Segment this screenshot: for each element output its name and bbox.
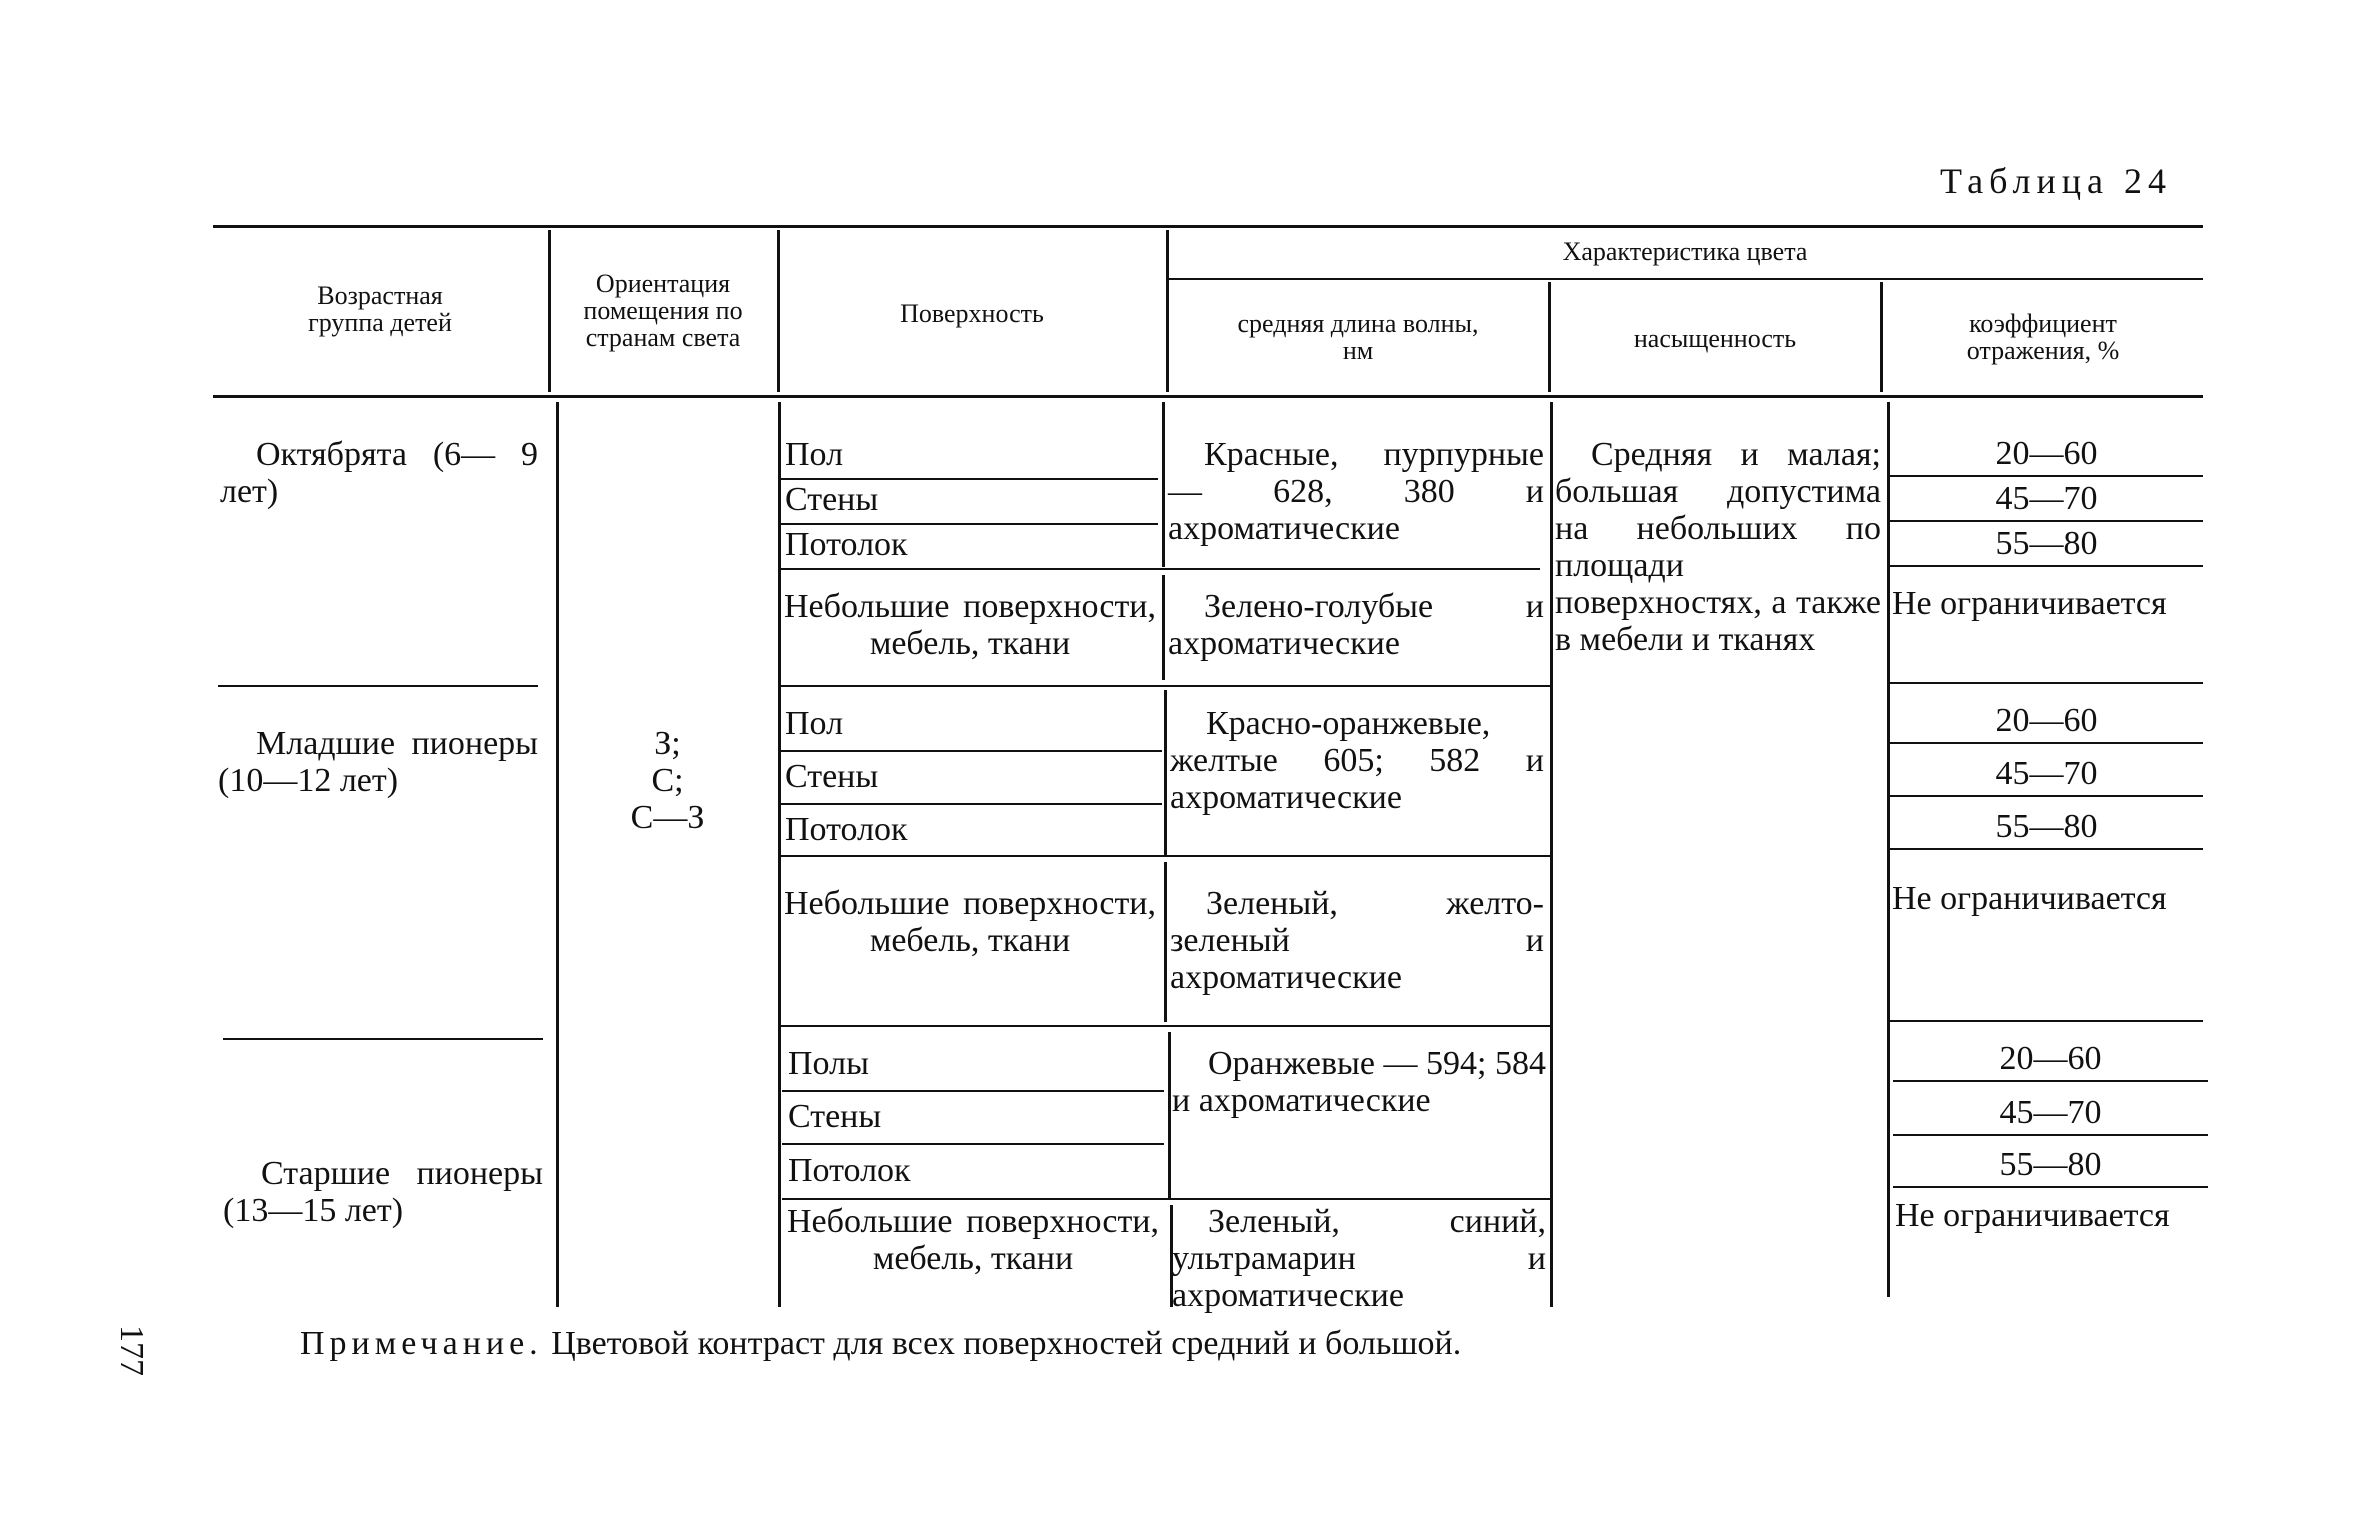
note-text: Цветовой контраст для всех поверхностей средний и большой.: [542, 1325, 1462, 1362]
reflection-cell: 45—70: [1999, 1094, 2102, 1131]
header-divider: [548, 230, 551, 392]
table-caption: Таблица 24: [1940, 161, 2172, 201]
surface-rule: [780, 685, 1550, 687]
surface-cell: Потолок: [785, 811, 908, 848]
reflection-rule: [1890, 475, 2203, 477]
header-sub-rule: [1168, 278, 2203, 280]
age-group-cell: Октябрята (6— 9 лет): [220, 436, 538, 510]
reflection-cell: 45—70: [1995, 480, 2098, 517]
reflection-cell: 55—80: [1999, 1146, 2102, 1183]
column-divider: [556, 402, 559, 1307]
column-divider: [1162, 575, 1165, 680]
surface-cell: Полы: [788, 1045, 869, 1082]
surface-cell: Пол: [785, 705, 844, 742]
surface-cell: Стены: [788, 1098, 882, 1135]
saturation-cell: Средняя и малая; большая допустима на небольших по площади поверхностях, а также в мебели и тканях: [1555, 436, 1881, 658]
note-lead: Примечание.: [300, 1325, 543, 1362]
wavelength-cell: Красные, пурпурные — 628, 380 и ахроматические: [1168, 436, 1544, 547]
column-divider: [1550, 402, 1553, 1307]
surface-rule: [782, 1143, 1164, 1145]
surface-cell: Потолок: [788, 1152, 911, 1189]
wavelength-cell: Красно-оранжевые, желтые 605; 582 и ахроматические: [1170, 705, 1544, 816]
wavelength-cell: Зелено-голубые и ахроматические: [1168, 588, 1544, 662]
header-color-characteristic: Характеристика цвета: [1562, 237, 1808, 266]
surface-cell: Небольшие поверхности, мебель, ткани: [784, 588, 1156, 662]
reflection-cell: Не ограничивается: [1895, 1197, 2170, 1234]
page-number: 177: [113, 1325, 150, 1376]
column-divider: [1164, 862, 1167, 1022]
group-separator: [223, 1038, 543, 1040]
age-group-cell: Старшие пионеры (13—15 лет): [223, 1155, 543, 1229]
reflection-cell: 20—60: [1999, 1040, 2102, 1077]
header-saturation: насыщенность: [1633, 324, 1797, 353]
header-divider: [777, 230, 780, 392]
reflection-rule: [1893, 1134, 2208, 1136]
header-divider: [1166, 230, 1169, 392]
reflection-cell: 45—70: [1995, 755, 2098, 792]
header-bottom-rule: [213, 395, 2203, 398]
surface-cell: Стены: [785, 481, 879, 518]
header-age-group: Возрастная группа детей: [308, 281, 452, 337]
reflection-rule: [1890, 565, 2203, 567]
reflection-cell: 55—80: [1995, 808, 2098, 845]
reflection-rule: [1890, 1020, 2203, 1022]
surface-rule: [782, 1198, 1550, 1200]
header-reflection: коэффициент отражения, %: [1966, 309, 2120, 365]
orientation-cell: З; С; С—З: [630, 725, 705, 836]
header-orientation: Ориентация помещения по странам света: [583, 269, 743, 352]
reflection-rule: [1893, 1080, 2208, 1082]
surface-cell: Стены: [785, 758, 879, 795]
header-wavelength: средняя длина волны, нм: [1237, 309, 1479, 365]
reflection-cell: 20—60: [1995, 702, 2098, 739]
header-divider: [1548, 282, 1551, 392]
surface-rule: [780, 750, 1162, 752]
reflection-rule: [1890, 795, 2203, 797]
reflection-rule: [1890, 520, 2203, 522]
wavelength-cell: Оранжевые — 594; 584 и ахроматические: [1172, 1045, 1546, 1119]
reflection-rule: [1890, 742, 2203, 744]
reflection-cell: Не ограничивается: [1892, 585, 2167, 622]
surface-rule: [780, 803, 1162, 805]
reflection-cell: 20—60: [1995, 435, 2098, 472]
top-rule: [213, 225, 2203, 228]
surface-cell: Пол: [785, 436, 844, 473]
column-divider: [1164, 690, 1167, 855]
surface-rule: [780, 478, 1158, 480]
reflection-rule: [1890, 682, 2203, 684]
surface-rule: [780, 1025, 1550, 1027]
reflection-cell: Не ограничивается: [1892, 880, 2167, 917]
surface-rule: [782, 1090, 1164, 1092]
table-note: [300, 1325, 1461, 1363]
header-surface: Поверхность: [900, 299, 1044, 328]
surface-cell: Потолок: [785, 526, 908, 563]
surface-rule: [780, 568, 1540, 570]
column-divider: [1162, 402, 1165, 567]
wavelength-cell: Зеленый, желто-зеленый и ахроматические: [1170, 885, 1544, 996]
surface-rule: [780, 855, 1550, 857]
column-divider: [1168, 1032, 1171, 1200]
reflection-rule: [1893, 1186, 2208, 1188]
surface-rule: [780, 523, 1158, 525]
reflection-rule: [1890, 848, 2203, 850]
header-divider: [1880, 282, 1883, 392]
group-separator: [218, 685, 538, 687]
wavelength-cell: Зеленый, синий, ультрамарин и ахроматические: [1172, 1203, 1546, 1314]
surface-cell: Небольшие поверхности, мебель, ткани: [784, 885, 1156, 959]
reflection-cell: 55—80: [1995, 525, 2098, 562]
surface-cell: Небольшие поверхности, мебель, ткани: [787, 1203, 1159, 1277]
age-group-cell: Младшие пионеры (10—12 лет): [218, 725, 538, 799]
